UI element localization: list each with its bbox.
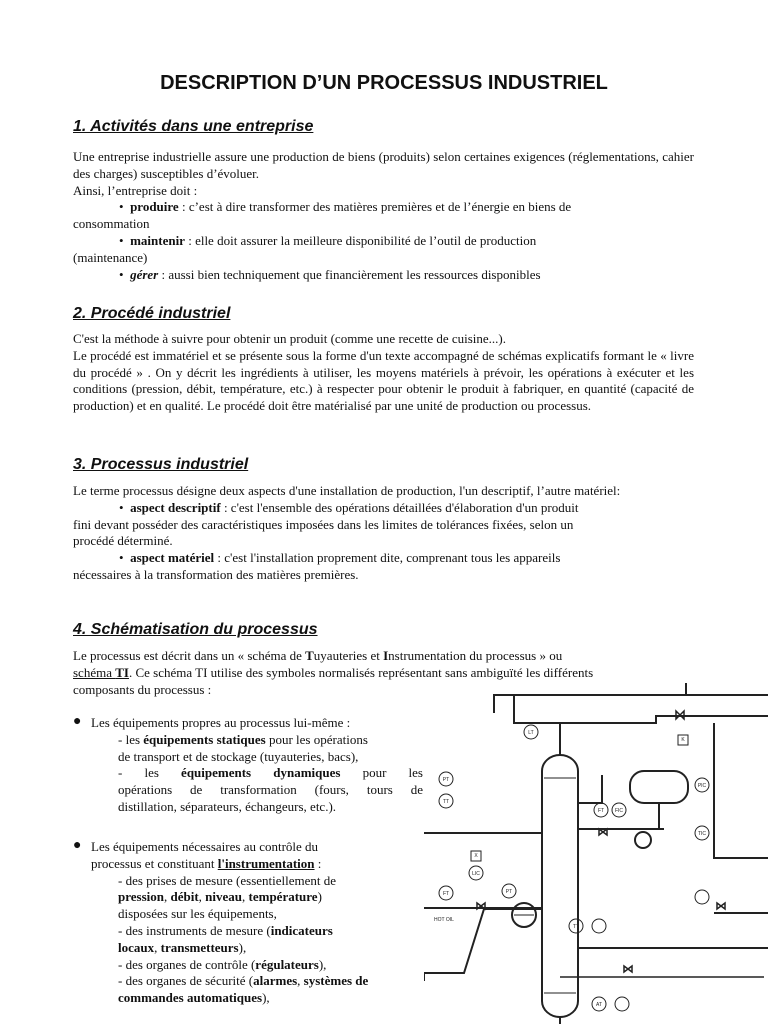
instrument-bubbles <box>439 725 709 1011</box>
s1-bullet-produire-cont: consommation <box>73 216 150 232</box>
svg-text:PT: PT <box>442 777 450 783</box>
svg-text:FIC: FIC <box>614 808 624 814</box>
bullet-dot-icon: ● <box>73 838 82 853</box>
instrument-bubble <box>615 997 629 1011</box>
svg-text:X: X <box>474 853 478 859</box>
s3-bullet-descriptif-cont-1: fini devant posséder des caractéristiques imposées dans les limites de tolérances fixées, selon un <box>73 516 574 532</box>
section-3-body <box>73 483 694 584</box>
svg-text:HOT OIL: HOT OIL <box>434 917 454 923</box>
s1-paragraph-1: Une entreprise industrielle assure une production de biens (produits) selon certaines exigences (réglementations, cahier des charges) susceptibles d’évoluer. <box>73 149 694 181</box>
instrumentation-intro-2: processus et constituant l'instrumentation : <box>91 855 322 871</box>
equipment-static: - les équipements statiques pour les opérations de transport et de stockage (tuyauteries, bacs), <box>118 731 368 764</box>
section-2-heading: 2. Procédé industriel <box>73 305 231 322</box>
s1-paragraph-2: Ainsi, l’entreprise doit : <box>73 182 198 198</box>
s4-line-2: schéma TI. Ce schéma TI utilise des symboles normalisés représentant sans ambiguïté les différents <box>73 664 594 680</box>
equipment-dynamic: - les équipements dynamiques pour les opérations de transformation (fours, tours de distillation, séparateurs, échangeurs, etc.). <box>118 765 423 814</box>
instrumentation-list <box>91 839 423 1007</box>
instrumentation-intro-1: Les équipements nécessaires au contrôle du <box>91 839 319 854</box>
svg-text:FT: FT <box>597 808 605 814</box>
section-1-heading: 1. Activités dans une entreprise <box>73 118 314 135</box>
bullet-dot-icon: ● <box>73 714 82 729</box>
section-1-body <box>73 149 694 283</box>
s4-line-3: composants du processus : <box>73 681 212 697</box>
svg-text:AT: AT <box>595 1002 603 1008</box>
s3-bullet-descriptif: • aspect descriptif : c'est l'ensemble des opérations détaillées d'élaboration d'un produit <box>73 500 694 517</box>
svg-text:K: K <box>681 737 685 743</box>
svg-text:TT: TT <box>572 924 580 930</box>
svg-text:TIC: TIC <box>697 831 707 837</box>
s2-paragraph-2: Le procédé est immatériel et se présente sous la forme d'un texte accompagné de schémas explicatifs formant le « livre du procédé » . On y décrit les ingrédients à utiliser, les moyens matériels à prévoir, les opérations à exécuter et les conditions (pression, débit, température, etc.) à respecter pour obtenir le produit à fabriquer, en quantité (capacité de production) et en qualité. Le procédé doit être matérialisé par une unité de production ou processus. <box>73 347 694 414</box>
s1-bullet-maintenir-cont: (maintenance) <box>73 249 148 265</box>
s3-bullet-materiel-cont: nécessaires à la transformation des matières premières. <box>73 566 359 582</box>
svg-text:LIC: LIC <box>472 871 480 877</box>
equipment-list <box>91 715 423 816</box>
instrument-bubble <box>592 919 606 933</box>
svg-text:PT: PT <box>505 889 513 895</box>
svg-text:PIC: PIC <box>697 783 707 789</box>
svg-text:LT: LT <box>528 730 534 736</box>
pump <box>635 832 651 848</box>
svg-text:FT: FT <box>442 891 450 897</box>
s2-paragraph-1: C'est la méthode à suivre pour obtenir un produit (comme une recette de cuisine...). <box>73 331 507 346</box>
page-title: DESCRIPTION D’UN PROCESSUS INDUSTRIEL <box>160 72 608 94</box>
s1-bullet-maintenir: • maintenir : elle doit assurer la meilleure disponibilité de l’outil de production <box>73 233 694 250</box>
s1-bullet-produire: • produire : c’est à dire transformer des matières premières et de l’énergie en biens de <box>73 199 694 216</box>
s3-bullet-materiel: • aspect matériel : c'est l'installation proprement dite, comprenant tous les appareils <box>73 550 694 567</box>
s1-bullet-gerer: • gérer : aussi bien techniquement que financièrement les ressources disponibles <box>73 267 694 284</box>
pid-diagram <box>424 683 768 1024</box>
instrumentation-items: - des prises de mesure (essentiellement de pression, débit, niveau, température) disposées sur les équipements, - des instruments de mesure (indicateurs locaux, transmetteurs), - des organes de contrôle (régulateurs), - des organes de sécurité (alarmes, systèmes de commandes automatiques), <box>118 872 369 1006</box>
section-2-body <box>73 331 694 415</box>
section-4-heading: 4. Schématisation du processus <box>73 621 318 638</box>
s3-paragraph-1: Le terme processus désigne deux aspects d'une installation de production, l'un descriptif, l’autre matériel: <box>73 483 621 498</box>
equipment-intro: Les équipements propres au processus lui-même : <box>91 715 351 730</box>
s4-line-1: Le processus est décrit dans un « schéma de Tuyauteries et Instrumentation du processus » ou <box>73 648 563 663</box>
section-3-heading: 3. Processus industriel <box>73 456 249 473</box>
instrument-bubble <box>695 890 709 904</box>
s3-bullet-descriptif-cont-2: procédé déterminé. <box>73 533 173 549</box>
top-vapor-line <box>514 683 686 755</box>
svg-text:TT: TT <box>442 799 450 805</box>
reflux-drum <box>630 771 688 803</box>
